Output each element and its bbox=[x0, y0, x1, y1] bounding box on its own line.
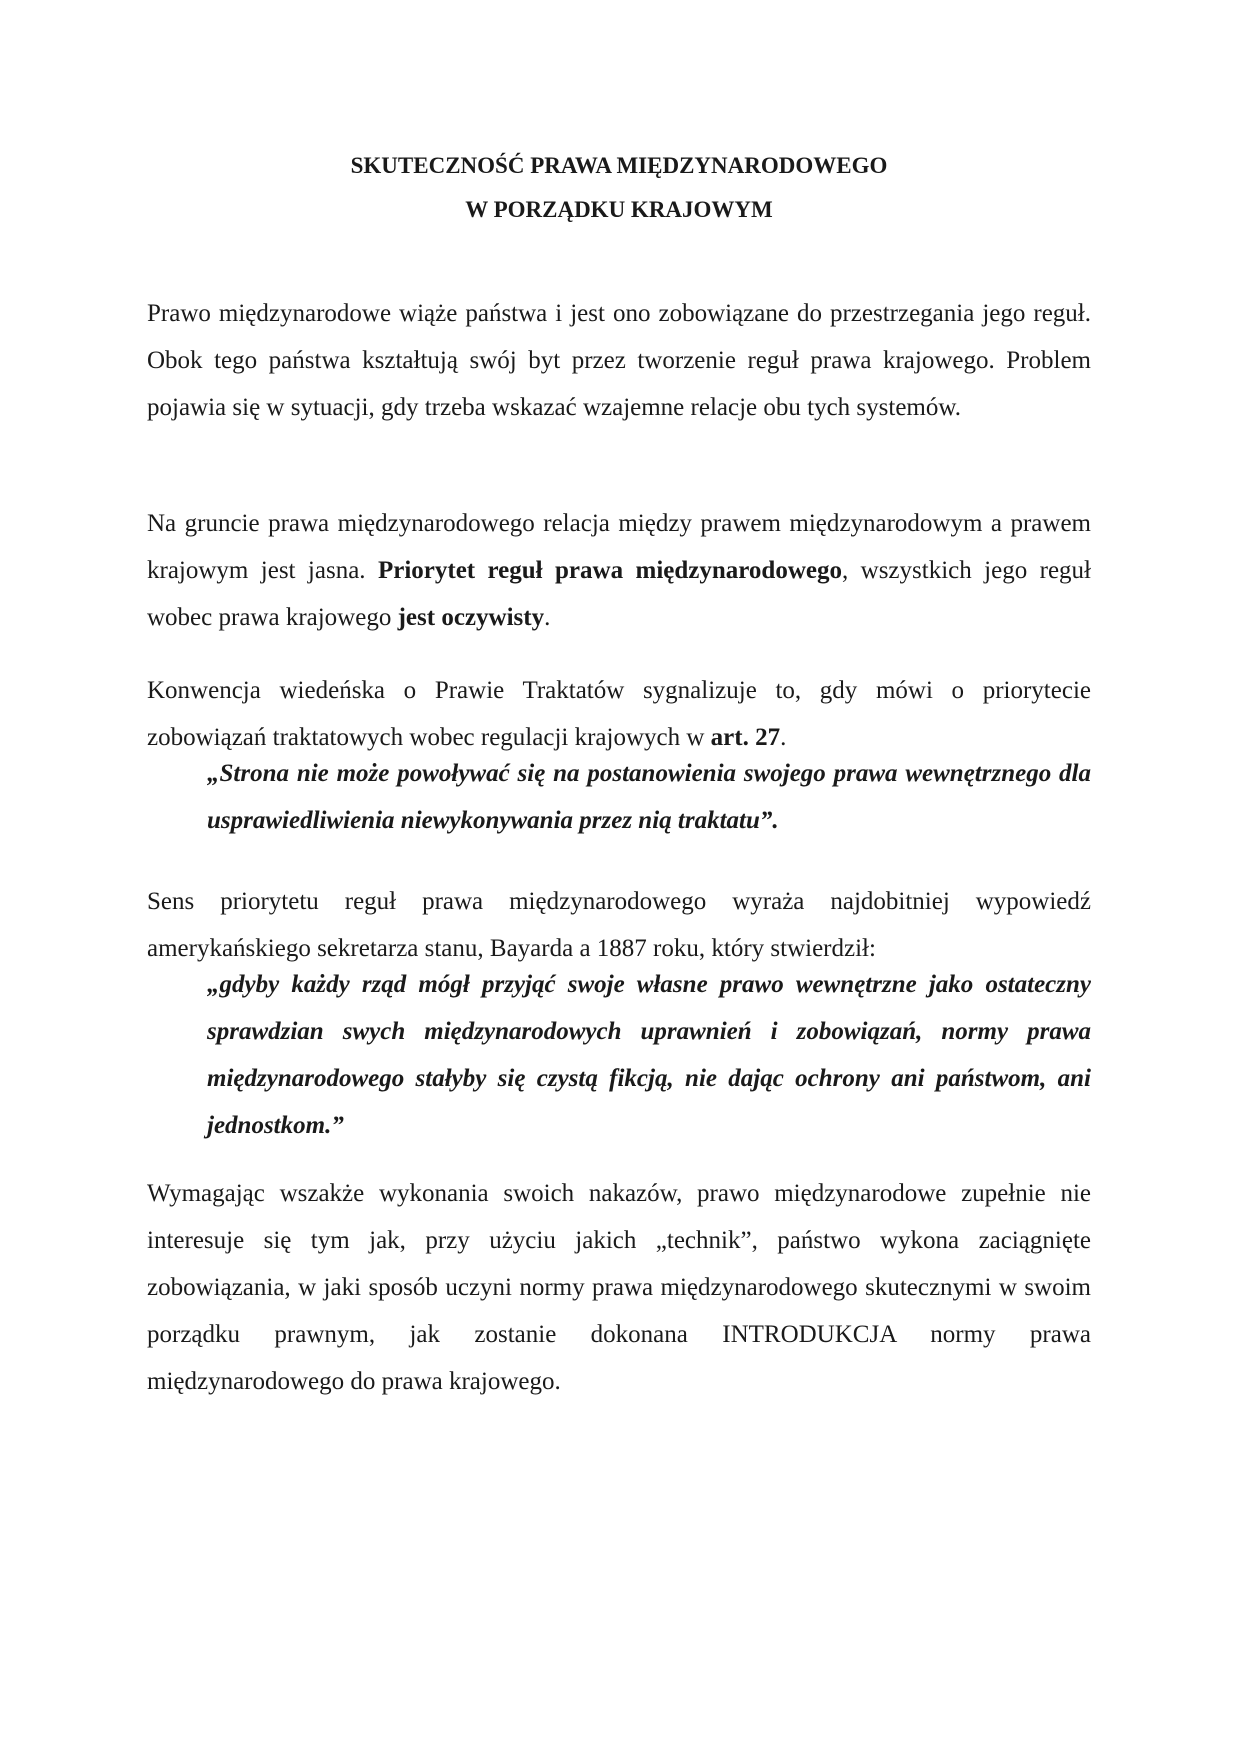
paragraph-intro: Prawo międzynarodowe wiąże państwa i jest ono zobowiązane do przestrzegania jego reguł. Obok tego państwa kształtują swój byt przez tworzenie reguł prawa krajowego. Problem pojawia się w sytuacji, gdy trzeba wskazać wzajemne relacje obu tych systemów. bbox=[147, 300, 1091, 421]
paragraph-convention-text-2: . bbox=[780, 724, 787, 751]
paragraph-convention-text-1: Konwencja wiedeńska o Prawie Traktatów sygnalizuje to, gdy mówi o priorytecie zobowiązań traktatowych wobec regulacji krajowych w bbox=[147, 677, 1091, 751]
paragraph-priority-text-1: Na gruncie prawa międzynarodowego relacja między prawem międzynarodowym a prawem krajowym jest jasna. bbox=[147, 510, 1091, 584]
paragraph-bayard: Sens priorytetu reguł prawa międzynarodowego wyraża najdobitniej wypowiedź amerykańskiego sekretarza stanu, Bayarda a 1887 roku, który stwierdził: bbox=[147, 888, 1091, 962]
paragraph-priority-bold-1: Priorytet reguł prawa międzynarodowego bbox=[377, 557, 842, 584]
paragraph-priority-text-2: , wszystkich jego reguł wobec prawa krajowego bbox=[147, 557, 1091, 631]
title-line-2: W PORZĄDKU KRAJOWYM bbox=[465, 197, 773, 222]
quote-article-27: „Strona nie może powoływać się na postanowienia swojego prawa wewnętrznego dla usprawiedliwienia niewykonywania przez nią traktatu”. bbox=[207, 760, 1091, 834]
paragraph-convention bbox=[147, 667, 1091, 761]
document-title bbox=[147, 144, 1091, 232]
paragraph-convention-bold-article: art. 27 bbox=[710, 724, 781, 751]
quote-bayard: „gdyby każdy rząd mógł przyjąć swoje własne prawo wewnętrzne jako ostateczny sprawdzian swych międzynarodowych uprawnień i zobowiązań, normy prawa międzynarodowego stałyby się czystą fikcją, nie dając ochrony ani państwom, ani jednostkom.” bbox=[207, 971, 1091, 1139]
paragraph-priority-bold-2: jest oczywisty bbox=[397, 604, 545, 631]
title-line-1: SKUTECZNOŚĆ PRAWA MIĘDZYNARODOWEGO bbox=[350, 153, 888, 178]
paragraph-introduction: Wymagając wszakże wykonania swoich nakazów, prawo międzynarodowe zupełnie nie interesuje się tym jak, przy użyciu jakich „technik”, państwo wykona zaciągnięte zobowiązania, w jaki sposób uczyni normy prawa międzynarodowego skutecznymi w swoim porządku prawnym, jak zostanie dokonana INTRODUKCJA normy prawa międzynarodowego do prawa krajowego. bbox=[147, 1180, 1091, 1395]
document-page bbox=[147, 0, 1091, 1754]
paragraph-priority bbox=[147, 500, 1091, 641]
paragraph-priority-text-3: . bbox=[544, 604, 551, 631]
